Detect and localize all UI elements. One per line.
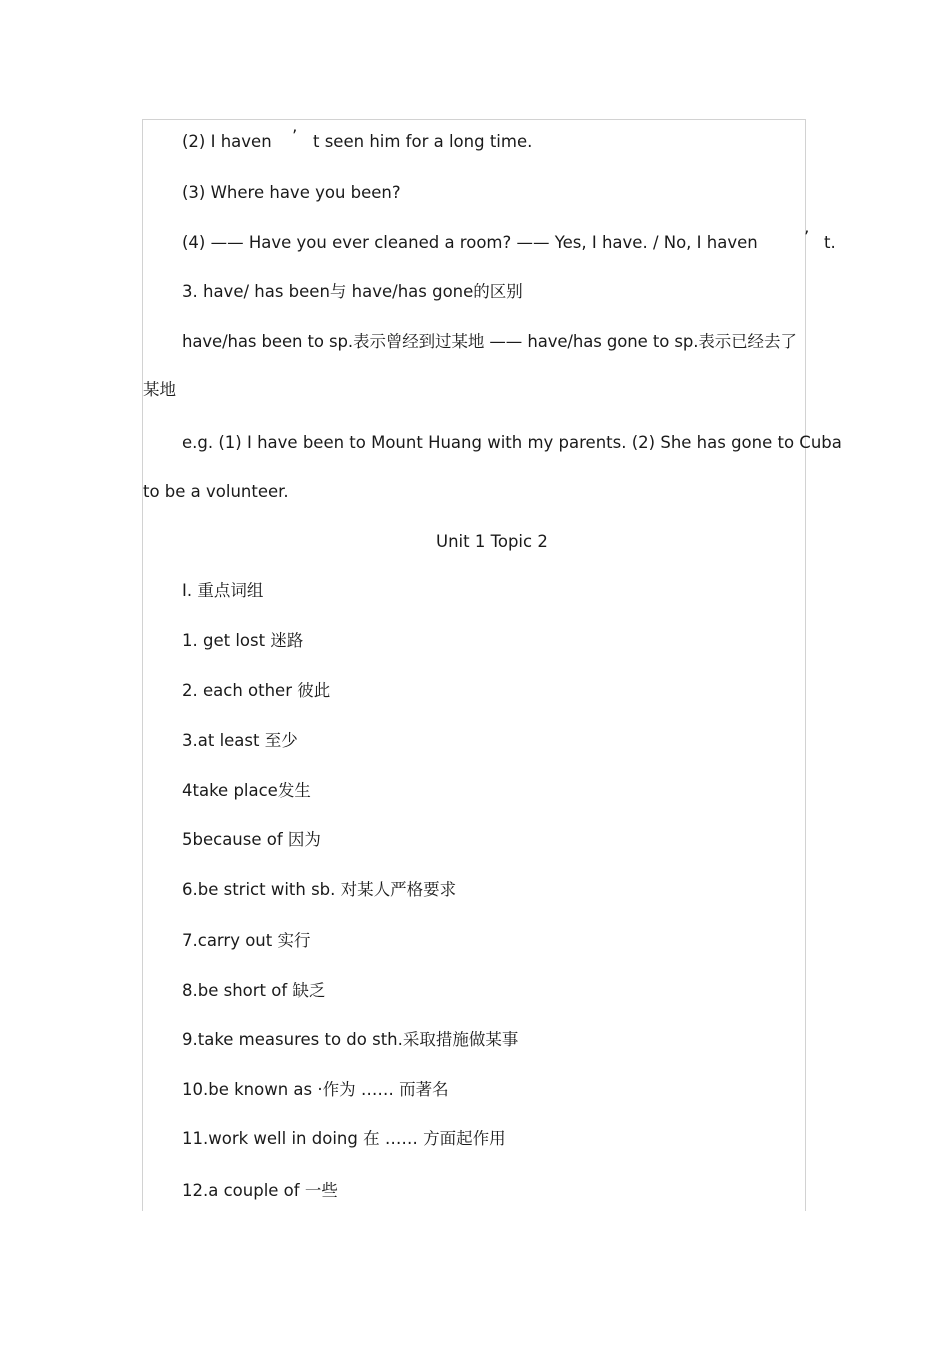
example-eg-line-1: e.g. (1) I have been to Mount Huang with my parents. (2) She has gone to Cuba [182, 433, 842, 452]
example-3: (3) Where have you been? [182, 183, 401, 202]
phrase-item: 7.carry out 实行 [182, 931, 311, 950]
unit-title: Unit 1 Topic 2 [436, 532, 548, 551]
example-2-apostrophe: ’ [292, 127, 298, 146]
grammar-point-3-line-1: have/has been to sp.表示曾经到过某地 —— have/has gone to sp.表示已经去了 [182, 332, 797, 351]
example-eg-line-2: to be a volunteer. [143, 482, 289, 501]
phrase-item: 6.be strict with sb. 对某人严格要求 [182, 880, 457, 899]
phrase-item: 3.at least 至少 [182, 731, 298, 750]
example-4-text-b: t. [824, 233, 836, 252]
phrase-item: 10.be known as ·作为 …… 而著名 [182, 1080, 449, 1099]
phrase-item: 5because of 因为 [182, 830, 321, 849]
phrase-item: 2. each other 彼此 [182, 681, 331, 700]
example-4-apostrophe: ’ [804, 228, 810, 247]
grammar-point-3-title: 3. have/ has been与 have/has gone的区别 [182, 282, 523, 301]
phrase-item: 11.work well in doing 在 …… 方面起作用 [182, 1129, 506, 1148]
example-2-text-b: t seen him for a long time. [313, 132, 533, 151]
phrase-item: 9.take measures to do sth.采取措施做某事 [182, 1030, 519, 1049]
example-2-text-a: (2) I haven [182, 132, 272, 151]
section-title: I. 重点词组 [182, 581, 264, 600]
phrase-item: 12.a couple of 一些 [182, 1181, 338, 1200]
phrase-item: 4take place发生 [182, 781, 311, 800]
example-4-text-a: (4) —— Have you ever cleaned a room? —— Yes, I have. / No, I haven [182, 233, 758, 252]
grammar-point-3-line-2: 某地 [143, 380, 176, 399]
phrase-item: 1. get lost 迷路 [182, 631, 304, 650]
phrase-item: 8.be short of 缺乏 [182, 981, 326, 1000]
